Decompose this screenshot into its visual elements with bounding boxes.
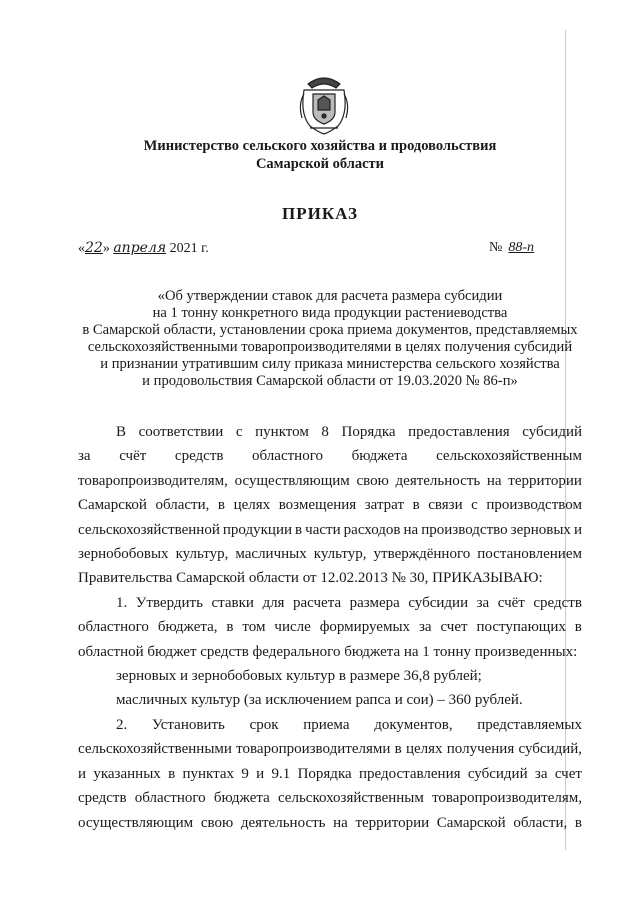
body-word: 1. (116, 594, 128, 611)
body-word: целях (405, 741, 443, 758)
body-word: деятельность (240, 814, 326, 831)
body-word: представляемых (477, 716, 582, 733)
body-line (78, 420, 582, 444)
body-word: В (116, 424, 127, 440)
date-close-quote: » (102, 241, 110, 256)
body-word: субсидий, (518, 741, 582, 758)
body-word: сельскохозяйственным (277, 790, 424, 807)
body-word: свою (356, 472, 389, 489)
body-word: Самарской (78, 497, 147, 514)
body-word: приема (303, 716, 350, 733)
body-word: в (574, 814, 582, 831)
body-word: области, (155, 497, 210, 514)
body-word: бюджета (213, 790, 270, 807)
body-line (78, 713, 582, 737)
body-word: поступающих (476, 619, 566, 636)
body-word: Порядка (297, 765, 352, 782)
document-date (78, 240, 209, 257)
body-word: затрат (364, 497, 405, 514)
body-word: осуществляющим (234, 472, 350, 489)
body-word: пунктом (255, 424, 309, 440)
body-word: с (471, 497, 478, 514)
date-month: апреля (113, 240, 167, 256)
body-word: предоставления (358, 765, 461, 782)
body-line (78, 493, 582, 517)
body-word: средств (533, 594, 582, 611)
body-word: расходов (343, 521, 401, 538)
body-word: Самарской (436, 814, 506, 831)
body-word: территории (355, 814, 430, 831)
ministry-header (0, 137, 640, 173)
subject-line: и продовольствия Самарской области от 19.03.2020 № 86-п» (142, 373, 518, 389)
body-text-run: Правительства Самарской области от 12.02.2013 № 30, ПРИКАЗЫВАЮ: (78, 570, 543, 587)
date-open-quote: « (78, 241, 85, 256)
body-word: субсидий (467, 765, 528, 782)
body-word: свою (200, 814, 234, 831)
ministry-line-1: Министерство сельского хозяйства и продовольствия (143, 138, 497, 154)
body-word: производство (421, 521, 508, 538)
body-word: производством (486, 497, 582, 514)
body-word: территории (508, 472, 582, 489)
number-value: 88-п (508, 240, 535, 255)
body-word: и (573, 521, 582, 538)
body-line (78, 737, 582, 761)
body-line (78, 444, 582, 468)
order-body (78, 420, 582, 835)
body-word: расчета (292, 594, 342, 611)
body-line (78, 786, 582, 810)
body-word: утверждённого (373, 546, 471, 563)
body-line (78, 566, 582, 590)
body-word: Утвердить (135, 594, 203, 611)
body-line (78, 688, 582, 712)
body-word: счёт (119, 448, 147, 465)
body-word: документов, (374, 716, 453, 733)
body-word: товаропроизводителями (236, 741, 391, 758)
body-word: на (333, 814, 348, 831)
body-word: связи (428, 497, 463, 514)
body-word: товаропроизводителям, (78, 472, 228, 489)
body-word: за (418, 619, 432, 636)
body-word: соответствии (138, 424, 224, 440)
body-text-run: масличных культур (за исключением рапса и сои) – 360 рублей. (116, 692, 523, 709)
body-word: 9.1 (271, 765, 291, 782)
body-word: ставки (211, 594, 254, 611)
body-word: товаропроизводителям, (432, 790, 582, 807)
body-word: бюджета, (157, 619, 218, 636)
body-word: счет (440, 619, 468, 636)
body-word: числе (274, 619, 311, 636)
body-word: за (476, 594, 490, 611)
body-word: размера (349, 594, 400, 611)
body-word: сельскохозяйственной (78, 521, 220, 538)
body-word: части (305, 521, 341, 538)
order-subject (60, 288, 600, 390)
body-word: формируемых (319, 619, 411, 636)
body-text-run: зерновых и зернобобовых культур в размере 36,8 рублей; (116, 668, 482, 685)
body-word: в (168, 765, 176, 782)
body-word: том (242, 619, 266, 636)
body-word: культур, (175, 546, 229, 563)
body-word: в (394, 741, 402, 758)
body-word: субсидий (522, 424, 582, 440)
body-word: областного (252, 448, 323, 465)
body-word: Порядка (341, 424, 396, 440)
body-word: срок (249, 716, 279, 733)
body-line (78, 640, 582, 664)
body-word: в (295, 521, 303, 538)
body-line (78, 811, 582, 835)
document-type-title: ПРИКАЗ (282, 204, 358, 223)
body-text-run: областной бюджет средств федерального бюджета на 1 тонну произведенных: (78, 643, 578, 660)
coat-of-arms-icon (296, 74, 352, 136)
body-word: целях (233, 497, 271, 514)
body-word: сельскохозяйственными (78, 741, 232, 758)
body-word: на (486, 472, 502, 489)
body-word: в (574, 619, 582, 636)
body-word: деятельность (395, 472, 481, 489)
body-word: субсидии (408, 594, 469, 611)
body-word: бюджета (351, 448, 408, 465)
body-word: зернобобовых (78, 546, 169, 563)
document-number (489, 240, 540, 256)
body-word: в (226, 619, 234, 636)
body-word: средств (78, 790, 127, 807)
body-word: культур, (313, 546, 367, 563)
body-word: предоставления (408, 424, 510, 440)
body-line (78, 591, 582, 615)
subject-line: «Об утверждении ставок для расчета размера субсидии (157, 288, 503, 304)
body-line (78, 762, 582, 786)
body-line (78, 518, 582, 542)
body-word: и (256, 765, 265, 782)
body-word: пунктах (182, 765, 235, 782)
body-word: в (217, 497, 226, 514)
ministry-line-2: Самарской области (255, 156, 385, 172)
body-word: Установить (151, 716, 225, 733)
body-word: 8 (321, 424, 329, 440)
subject-line: и признании утратившим силу приказа министерства сельского хозяйства (100, 356, 560, 372)
body-word: областного (134, 790, 206, 807)
subject-line: в Самарской области, установлении срока приема документов, представляемых (82, 322, 578, 338)
body-word: получения (446, 741, 515, 758)
body-word: для (262, 594, 285, 611)
body-line (78, 615, 582, 639)
body-word: возмещения (278, 497, 357, 514)
body-word: продукции (222, 521, 293, 538)
body-word: осуществляющим (78, 814, 194, 831)
body-word: в (412, 497, 420, 514)
body-word: за (78, 448, 91, 465)
date-day: 22 (85, 240, 103, 256)
body-word: счёт (497, 594, 525, 611)
body-word: зерновых (510, 521, 571, 538)
body-word: за (534, 765, 548, 782)
body-word: на (403, 521, 419, 538)
body-word: области, (513, 814, 568, 831)
body-word: постановлением (477, 546, 582, 563)
subject-line: на 1 тонну конкретного вида продукции растениеводства (152, 305, 508, 321)
body-word: сельскохозяйственным (436, 448, 582, 465)
body-word: средств (174, 448, 224, 465)
subject-line: сельскохозяйственными товаропроизводителями в целях получения субсидий (87, 339, 573, 355)
body-word: 9 (241, 765, 249, 782)
body-line (78, 542, 582, 566)
body-word: областного (78, 619, 149, 636)
body-word: с (235, 424, 243, 440)
body-word: счет (554, 765, 582, 782)
body-line (78, 469, 582, 493)
body-word: 2. (116, 716, 128, 733)
date-year: 2021 г. (169, 241, 209, 256)
body-word: указанных (93, 765, 161, 782)
number-prefix: № (489, 240, 503, 255)
body-word: и (78, 765, 87, 782)
body-line (78, 664, 582, 688)
body-word: масличных (235, 546, 307, 563)
